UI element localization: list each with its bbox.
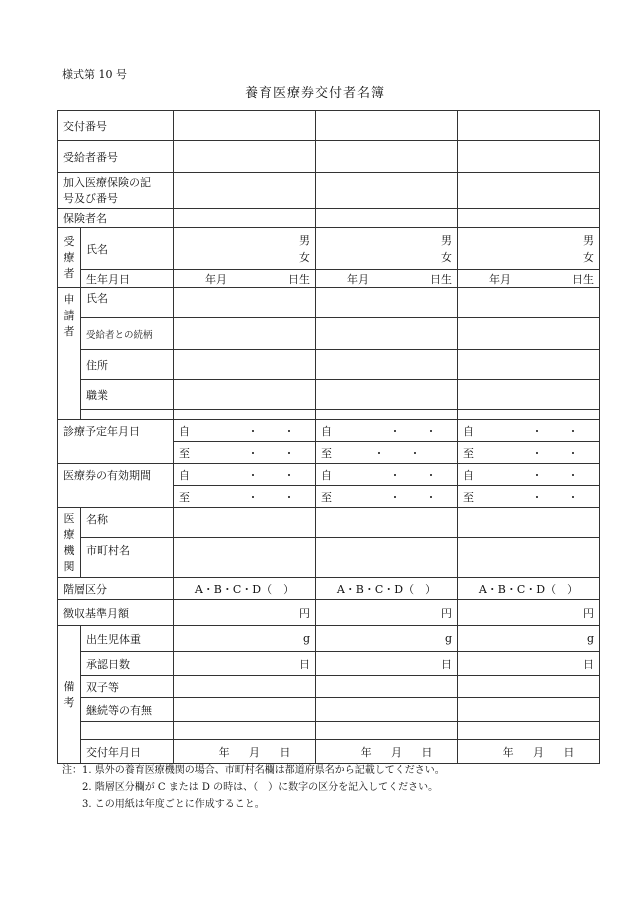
label-relation: 受給者との続柄 [81,318,174,350]
gender-select[interactable]: 男 女 [316,228,458,270]
label-issue-number: 交付番号 [58,111,174,141]
cell-input[interactable] [316,508,458,538]
notes [62,762,445,813]
row-approved-days [58,652,600,676]
cell-input[interactable] [458,508,600,538]
cell-input[interactable] [316,141,458,173]
label-patient-name: 氏名 [81,228,174,270]
row-issue-date [58,740,600,764]
label-insurer-name: 保険者名 [58,209,174,228]
validity-to-input[interactable]: 至 ・ ・ [458,486,600,508]
cell-input[interactable] [458,722,600,740]
gender-select[interactable]: 男 女 [174,228,316,270]
row-applicant-name [58,288,600,318]
cell-input[interactable] [458,350,600,380]
row-insurer [58,209,600,228]
gender-select[interactable]: 男 女 [458,228,600,270]
label-continuation: 継続等の有無 [81,698,174,722]
cell-input[interactable] [316,538,458,578]
label-address: 住所 [81,350,174,380]
validity-to-input[interactable]: 至 ・ ・ [174,486,316,508]
cell-input[interactable] [174,722,316,740]
label-birthdate: 生年月日 [81,270,174,288]
cell-input[interactable] [458,676,600,698]
cell-input[interactable] [174,698,316,722]
cell-input[interactable] [458,111,600,141]
label-insurance-line2: 号及び番号 [63,191,118,205]
cell-input[interactable] [316,209,458,228]
label-applicant-name: 氏名 [81,288,174,318]
label-tier: 階層区分 [58,578,174,600]
row-blank [58,722,600,740]
scheduled-from-input[interactable]: 自 ・ ・ [174,420,316,442]
amount-input[interactable]: 円 [316,600,458,626]
cell-input[interactable] [174,538,316,578]
issue-date-input[interactable]: 年 月 日 [174,740,316,764]
label-occupation: 職業 [81,380,174,410]
scheduled-to-input[interactable]: 至 ・ ・ [316,442,458,464]
days-input[interactable]: 日 [174,652,316,676]
cell-input[interactable] [174,111,316,141]
cell-input[interactable] [316,350,458,380]
row-relation [58,318,600,350]
cell-input[interactable] [458,288,600,318]
validity-from-input[interactable]: 自 ・ ・ [458,464,600,486]
label-insurance [58,173,174,209]
label-municipality: 市町村名 [81,538,174,578]
cell-input[interactable] [458,318,600,350]
note-1: 注：1. 県外の養育医療機関の場合、市町村名欄は都道府県名から記載してください。 [62,765,445,776]
scheduled-to-input[interactable]: 至 ・ ・ [458,442,600,464]
validity-to-input[interactable]: 至 ・ ・ [316,486,458,508]
cell-input[interactable] [174,350,316,380]
cell-input[interactable] [316,288,458,318]
row-occupation [58,380,600,410]
cell-input[interactable] [174,209,316,228]
register-table [57,110,600,764]
cell-input[interactable] [316,318,458,350]
cell-input[interactable] [458,209,600,228]
row-institution-name [58,508,600,538]
cell-input[interactable] [316,173,458,209]
cell-input[interactable] [458,698,600,722]
issue-date-input[interactable]: 年 月 日 [316,740,458,764]
row-birthdate [58,270,600,288]
row-continuation [58,698,600,722]
cell-input[interactable] [174,173,316,209]
label-institution-name: 名称 [81,508,174,538]
label-birth-weight: 出生児体重 [81,626,174,652]
note-2: 2. 階層区分欄が C または D の時は、（ ）に数字の区分を記入してください。 [82,782,439,793]
row-scheduled-from [58,420,600,442]
amount-input[interactable]: 円 [174,600,316,626]
label-twins: 双子等 [81,676,174,698]
birthdate-input[interactable]: 年 月 日生 [174,270,316,288]
cell-input[interactable] [458,173,600,209]
row-base-amount [58,600,600,626]
row-insurance [58,173,600,209]
label-institution-group: 医 療 機 関 [58,508,81,578]
birthdate-input[interactable]: 年 月 日生 [458,270,600,288]
label-validity-period: 医療券の有効期間 [58,464,174,508]
label-issue-date: 交付年月日 [81,740,174,764]
validity-from-input[interactable]: 自 ・ ・ [174,464,316,486]
cell-input[interactable] [174,380,316,410]
cell-input[interactable] [174,676,316,698]
row-patient-name [58,228,600,270]
issue-date-input[interactable]: 年 月 日 [458,740,600,764]
scheduled-to-input[interactable]: 至 ・ ・ [174,442,316,464]
label-base-amount: 徴収基準月額 [58,600,174,626]
form-number: 様式第 10 号 [62,68,127,81]
row-municipality [58,538,600,578]
cell-input[interactable] [316,111,458,141]
note-3: 3. この用紙は年度ごとに作成すること。 [82,799,265,810]
cell-input[interactable] [174,508,316,538]
cell-input[interactable] [458,538,600,578]
label-insurance-line1: 加入医療保険の記 [63,175,151,189]
cell-input[interactable] [316,380,458,410]
row-validity-from [58,464,600,486]
row-birth-weight [58,626,600,652]
weight-input[interactable]: g [174,626,316,652]
days-input[interactable]: 日 [458,652,600,676]
amount-input[interactable]: 円 [458,600,600,626]
label-applicant-group: 申 請 者 [58,288,81,420]
cell-input[interactable] [316,698,458,722]
weight-input[interactable]: g [316,626,458,652]
weight-input[interactable]: g [458,626,600,652]
cell-input[interactable] [316,722,458,740]
label-remarks-group: 備 考 [58,626,81,764]
tier-select[interactable]: A・B・C・D（ ） [458,578,600,600]
row-issue-number [58,111,600,141]
label-patient-group: 受 療 者 [58,228,81,288]
scheduled-from-input[interactable]: 自 ・ ・ [316,420,458,442]
cell-input[interactable] [316,676,458,698]
scheduled-from-input[interactable]: 自 ・ ・ [458,420,600,442]
cell-input[interactable] [174,288,316,318]
tier-select[interactable]: A・B・C・D（ ） [174,578,316,600]
tier-select[interactable]: A・B・C・D（ ） [316,578,458,600]
label-scheduled-date: 診療予定年月日 [58,420,174,464]
row-twins [58,676,600,698]
label-recipient-number: 受給者番号 [58,141,174,173]
cell-input[interactable] [458,141,600,173]
cell-input[interactable] [174,141,316,173]
birthdate-input[interactable]: 年 月 日生 [316,270,458,288]
cell-input[interactable] [174,318,316,350]
page-title: 養育医療券交付者名簿 [244,86,385,101]
row-address [58,350,600,380]
row-tier [58,578,600,600]
row-spacer [58,410,600,420]
row-recipient-number [58,141,600,173]
days-input[interactable]: 日 [316,652,458,676]
cell-input[interactable] [458,380,600,410]
label-approved-days: 承認日数 [81,652,174,676]
validity-from-input[interactable]: 自 ・ ・ [316,464,458,486]
